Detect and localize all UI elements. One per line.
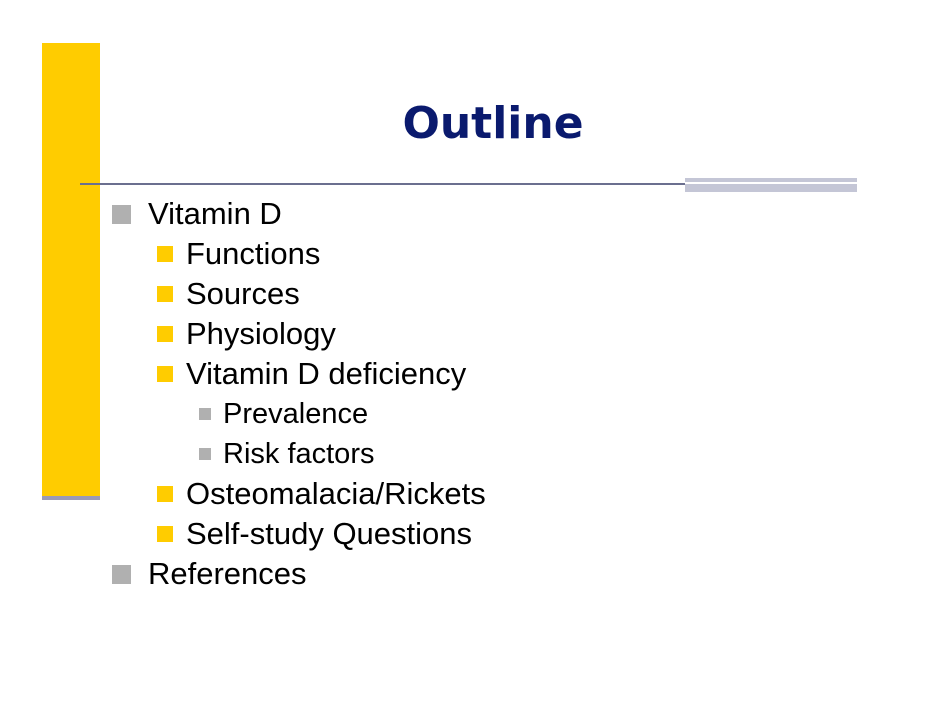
slide-title: Outline <box>402 98 584 149</box>
square-bullet-icon <box>199 448 211 460</box>
outline-item-vitamin-d-deficiency <box>112 354 486 394</box>
accent-bar <box>42 43 100 498</box>
outline-item-physiology <box>112 314 486 354</box>
outline-item-sources <box>112 274 486 314</box>
outline-item-label: Vitamin D <box>148 196 282 231</box>
outline-list <box>112 194 486 594</box>
square-bullet-icon <box>157 246 173 262</box>
outline-item-label: References <box>148 556 307 591</box>
outline-item-osteomalacia-rickets <box>112 474 486 514</box>
outline-item-risk-factors <box>112 434 486 474</box>
square-bullet-icon <box>157 326 173 342</box>
accent-bar-shadow <box>42 496 100 500</box>
outline-item-self-study-questions <box>112 514 486 554</box>
outline-item-label: Prevalence <box>223 397 369 430</box>
outline-item-label: Physiology <box>186 316 336 351</box>
square-bullet-icon <box>157 366 173 382</box>
square-bullet-icon <box>157 286 173 302</box>
outline-item-references <box>112 554 486 594</box>
square-bullet-icon <box>199 408 211 420</box>
outline-item-label: Self-study Questions <box>186 516 473 551</box>
outline-item-label: Risk factors <box>223 437 375 470</box>
outline-item-functions <box>112 234 486 274</box>
title-divider-accent <box>685 178 857 192</box>
outline-item-label: Sources <box>186 276 300 311</box>
square-bullet-icon <box>112 205 131 224</box>
outline-item-label: Vitamin D deficiency <box>186 356 467 391</box>
outline-item-label: Osteomalacia/Rickets <box>186 476 486 511</box>
outline-item-vitamin-d <box>112 194 486 234</box>
outline-item-label: Functions <box>186 236 321 271</box>
square-bullet-icon <box>157 486 173 502</box>
title-divider <box>80 183 685 185</box>
square-bullet-icon <box>112 565 131 584</box>
outline-item-prevalence <box>112 394 486 434</box>
square-bullet-icon <box>157 526 173 542</box>
